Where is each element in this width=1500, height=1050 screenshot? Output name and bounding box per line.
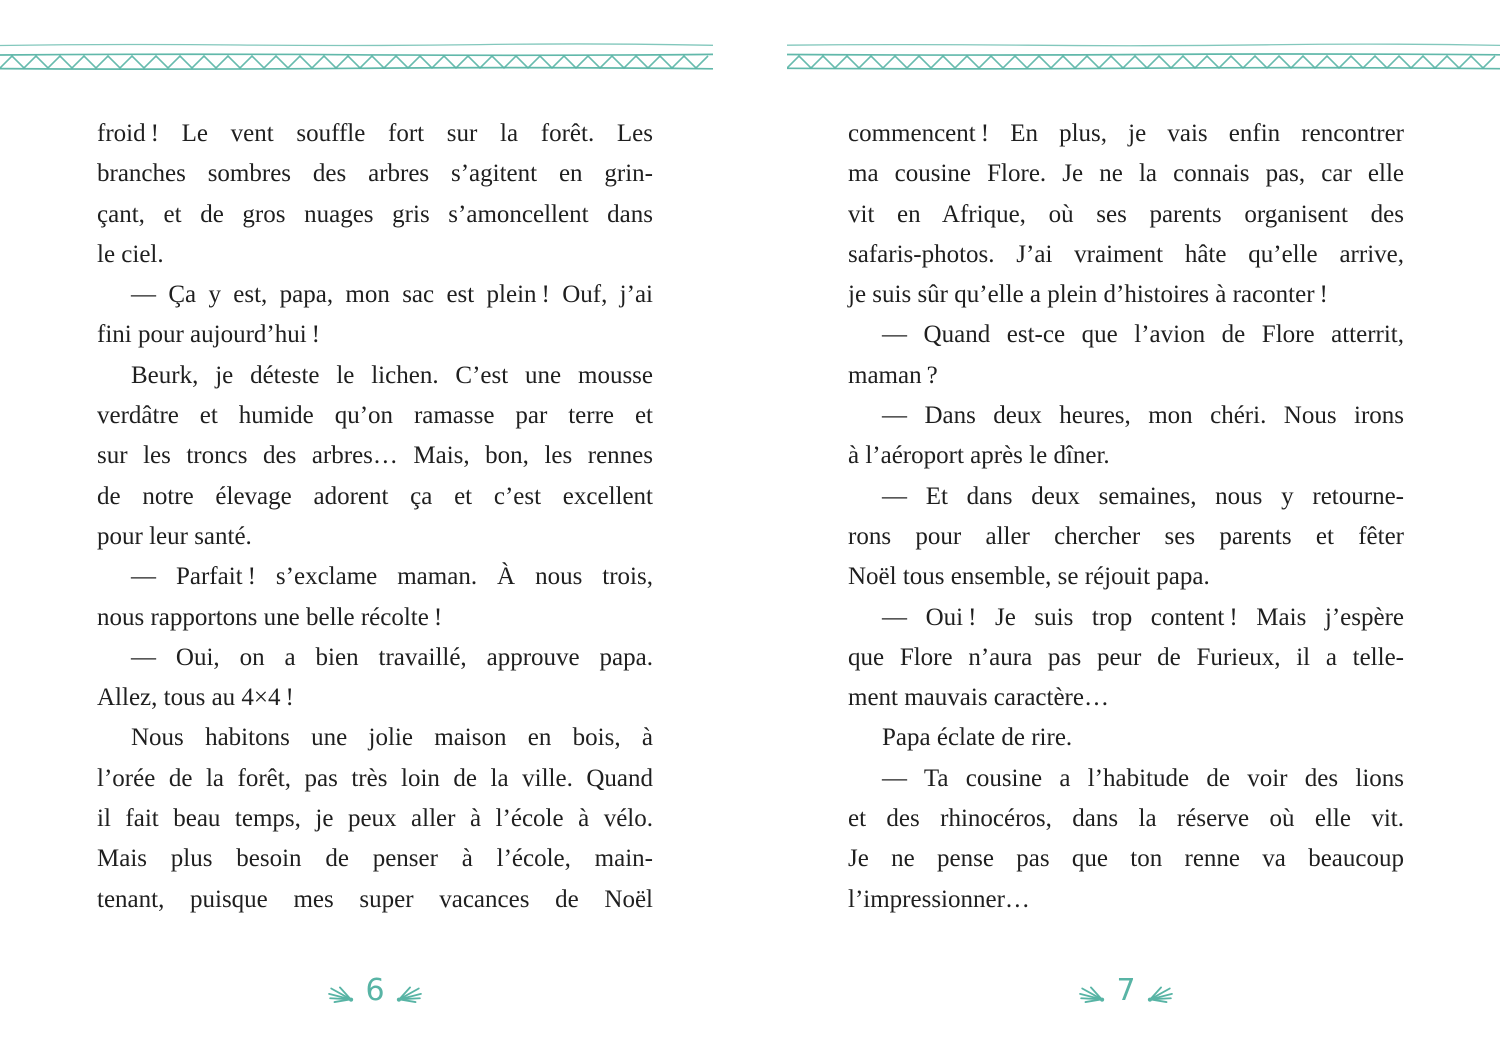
zigzag-border-ornament [0,43,713,73]
text-line: et des rhinocéros, dans la réserve où elle vit. [848,805,1404,833]
text-line: Mais plus besoin de penser à l’école, main- [97,845,653,873]
text-line: Nous habitons une jolie maison en bois, à [131,724,653,752]
text-line: — Oui ! Je suis trop content ! Mais j’espère [882,603,1404,631]
text-line: safaris-photos. J’ai vraiment hâte qu’elle arrive, [848,240,1404,268]
text-line: Beurk, je déteste le lichen. C’est une mousse [131,361,653,389]
page-footer [848,969,1404,1013]
text-line: sur les troncs des arbres… Mais, bon, les rennes [97,442,653,470]
text-line: — Oui, on a bien travaillé, approuve papa. [131,643,653,671]
text-line: branches sombres des arbres s’agitent en grin- [97,160,653,188]
text-line: Je ne pense pas que ton renne va beaucoup [848,845,1404,873]
text-line: — Quand est-ce que l’avion de Flore atterrit, [882,321,1404,349]
text-line: — Dans deux heures, mon chéri. Nous irons [882,402,1404,430]
text-line: rons pour aller chercher ses parents et fêter [848,522,1404,550]
text-line: de notre élevage adorent ça et c’est excellent [97,482,653,510]
grass-tuft-icon [1147,985,1173,1005]
text-line: le ciel. [97,240,164,268]
grass-tuft-icon [1079,985,1105,1005]
text-line: ma cousine Flore. Je ne la connais pas, car elle [848,160,1404,188]
page-right [750,0,1500,1050]
page-footer [97,969,653,1013]
text-line: — Ça y est, papa, mon sac est plein ! Ouf, j’ai [131,281,653,309]
text-line: çant, et de gros nuages gris s’amoncellent dans [97,200,653,228]
text-line: verdâtre et humide qu’on ramasse par terre et [97,402,653,430]
text-line: vit en Afrique, où ses parents organisent des [848,200,1404,228]
text-line: commencent ! En plus, je vais enfin rencontrer [848,120,1404,147]
page-text [848,114,1404,920]
text-line: Allez, tous au 4×4 ! [97,684,294,712]
text-line: — Et dans deux semaines, nous y retourne- [882,482,1404,510]
grass-tuft-icon [396,985,422,1005]
text-line: il fait beau temps, je peux aller à l’école à vélo. [97,805,653,833]
text-line: ment mauvais caractère… [848,684,1109,712]
page-text [97,114,653,920]
text-line: tenant, puisque mes super vacances de Noël [97,885,653,913]
text-line: Papa éclate de rire. [882,724,1073,752]
text-line: je suis sûr qu’elle a plein d’histoires à raconter ! [848,281,1328,309]
text-line: l’impressionner… [848,885,1030,913]
text-line: — Ta cousine a l’habitude de voir des lions [882,764,1404,792]
text-line: — Parfait ! s’exclame maman. À nous trois, [131,563,653,591]
text-line: nous rapportons une belle récolte ! [97,603,443,631]
page-number: 7 [1116,973,1136,1008]
text-line: l’orée de la forêt, pas très loin de la ville. Quand [97,764,653,792]
text-line: pour leur santé. [97,522,252,550]
text-line: froid ! Le vent souffle fort sur la forêt. Les [97,120,653,147]
page-number: 6 [365,973,385,1008]
grass-tuft-icon [328,985,354,1005]
text-line: maman ? [848,361,938,389]
text-line: à l’aéroport après le dîner. [848,442,1110,470]
text-line: que Flore n’aura pas peur de Furieux, il a telle- [848,643,1404,671]
text-line: fini pour aujourd’hui ! [97,321,321,349]
text-line: Noël tous ensemble, se réjouit papa. [848,563,1210,591]
zigzag-border-ornament [787,43,1500,73]
